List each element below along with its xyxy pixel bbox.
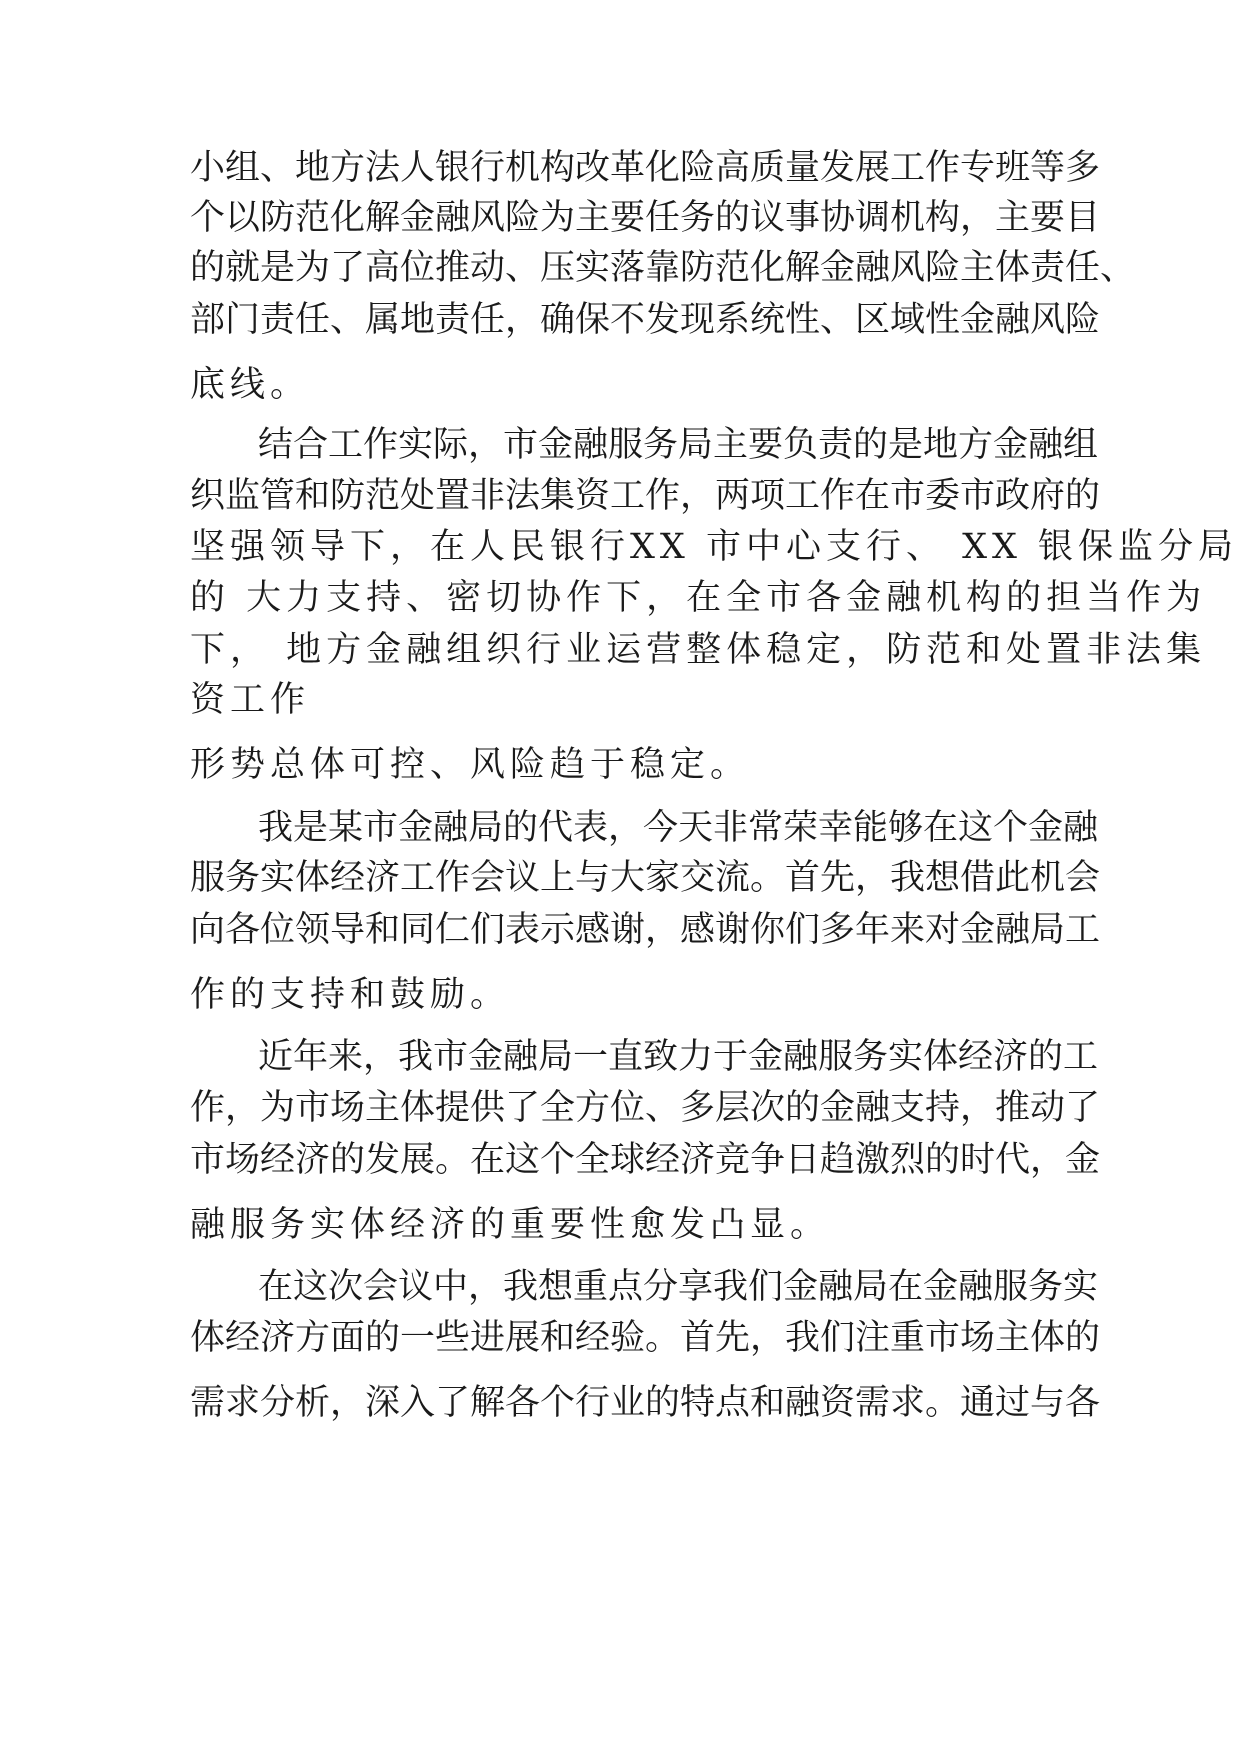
text-line: 体经济方面的一些进展和经验。首先，我们注重市场主体的 <box>190 1318 1101 1358</box>
text-line: 个以防范化解金融风险为主要任务的议事协调机构，主要目 <box>190 198 1101 238</box>
paragraph-first-line: 我是某市金融局的代表，今天非常荣幸能够在这个金融 <box>258 808 1099 848</box>
text-line: 向各位领导和同仁们表示感谢，感谢你们多年来对金融局工 <box>190 910 1101 950</box>
text-line: 坚强领导下，在人民银行XX 市中心支行、 XX 银保监分局 <box>190 527 1239 567</box>
text-line: 的就是为了高位推动、压实落靠防范化解金融风险主体责任、 <box>190 248 1136 288</box>
text-line: 小组、地方法人银行机构改革化险高质量发展工作专班等多 <box>190 148 1101 188</box>
text-line: 作的支持和鼓励。 <box>190 975 511 1015</box>
text-line: 下， 地方金融组织行业运营整体稳定，防范和处置非法集 <box>190 630 1207 670</box>
text-line: 底线。 <box>190 365 311 405</box>
text-line: 市场经济的发展。在这个全球经济竞争日趋激烈的时代，金 <box>190 1140 1101 1180</box>
text-line: 融服务实体经济的重要性愈发凸显。 <box>190 1205 831 1245</box>
text-line: 织监管和防范处置非法集资工作，两项工作在市委市政府的 <box>190 476 1101 516</box>
paragraph-first-line: 近年来，我市金融局一直致力于金融服务实体经济的工 <box>258 1037 1099 1077</box>
paragraph-first-line: 结合工作实际，市金融服务局主要负责的是地方金融组 <box>258 425 1099 465</box>
text-line: 资工作 <box>190 680 311 720</box>
text-line: 作，为市场主体提供了全方位、多层次的金融支持，推动了 <box>190 1088 1101 1128</box>
text-line: 形势总体可控、风险趋于稳定。 <box>190 745 751 785</box>
text-line: 部门责任、属地责任，确保不发现系统性、区域性金融风险 <box>190 300 1101 340</box>
text-line: 需求分析，深入了解各个行业的特点和融资需求。通过与各 <box>190 1383 1101 1423</box>
text-line: 服务实体经济工作会议上与大家交流。首先，我想借此机会 <box>190 858 1101 898</box>
text-line: 的 大力支持、密切协作下，在全市各金融机构的担当作为 <box>190 578 1207 618</box>
paragraph-first-line: 在这次会议中，我想重点分享我们金融局在金融服务实 <box>258 1267 1099 1307</box>
